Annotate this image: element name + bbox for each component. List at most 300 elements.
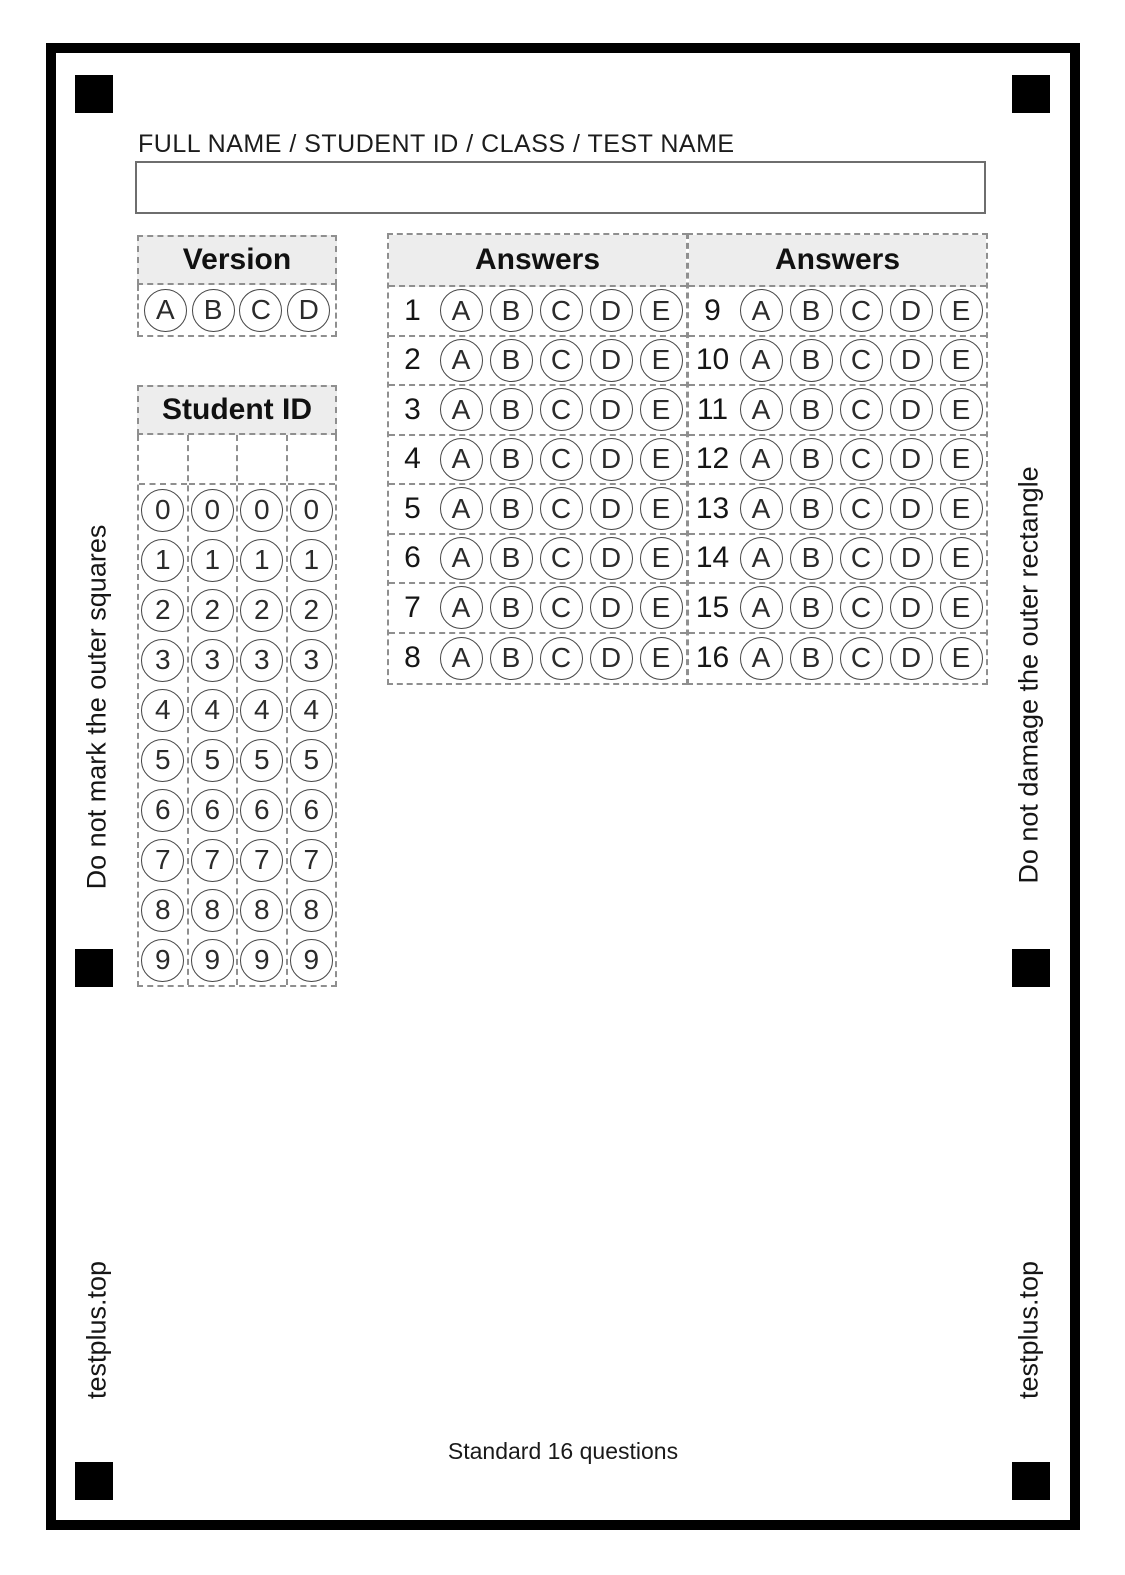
answer-row-6	[389, 535, 686, 585]
answer-bubble-2-C[interactable]: C	[540, 339, 583, 382]
answer-bubble-12-E[interactable]: E	[940, 438, 983, 481]
choice-cell	[536, 586, 586, 629]
full-name-input[interactable]	[135, 161, 986, 214]
student-id-bubble-col4-8[interactable]: 8	[290, 889, 333, 932]
choice-cell	[486, 339, 536, 382]
choice-cell	[636, 339, 686, 382]
answer-bubble-6-B[interactable]: B	[490, 537, 533, 580]
question-number-2: 2	[404, 343, 421, 377]
student-id-bubble-col4-2[interactable]: 2	[290, 589, 333, 632]
choice-cell	[486, 586, 536, 629]
answer-bubble-6-D[interactable]: D	[590, 537, 633, 580]
answer-bubble-9-E[interactable]: E	[940, 289, 983, 332]
answer-bubble-10-C[interactable]: C	[840, 339, 883, 382]
question-number-12: 12	[695, 442, 730, 476]
answer-bubble-16-E[interactable]: E	[940, 637, 983, 680]
student-id-bubble-col4-4[interactable]: 4	[290, 689, 333, 732]
student-id-bubble-col4-9[interactable]: 9	[290, 939, 333, 982]
question-number-8: 8	[404, 641, 421, 675]
answer-bubble-16-B[interactable]: B	[790, 637, 833, 680]
choice-cell	[536, 339, 586, 382]
answer-bubble-5-D[interactable]: D	[590, 487, 633, 530]
version-section-title: Version	[137, 235, 337, 285]
answers-title-left: Answers	[389, 235, 686, 287]
full-name-label: FULL NAME / STUDENT ID / CLASS / TEST NAME	[138, 130, 735, 158]
question-number-11: 11	[696, 392, 729, 426]
student-id-cell	[288, 735, 336, 785]
choice-cell	[786, 487, 836, 530]
answer-bubble-9-C[interactable]: C	[840, 289, 883, 332]
answer-bubble-11-A[interactable]: A	[740, 388, 783, 431]
student-id-cell	[189, 485, 237, 535]
student-id-bubble-col2-6[interactable]: 6	[191, 789, 234, 832]
student-id-column-2	[189, 435, 239, 985]
student-id-cell	[288, 785, 336, 835]
student-id-bubble-col3-3[interactable]: 3	[240, 639, 283, 682]
answer-bubble-13-E[interactable]: E	[940, 487, 983, 530]
choice-cell	[636, 289, 686, 332]
choice-cell	[836, 339, 886, 382]
answer-bubble-13-A[interactable]: A	[740, 487, 783, 530]
student-id-bubble-col2-0[interactable]: 0	[191, 489, 234, 532]
registration-square-bottom-left	[75, 1462, 113, 1500]
question-number-6: 6	[404, 541, 421, 575]
student-id-cell	[189, 585, 237, 635]
choice-cell	[736, 537, 786, 580]
student-id-write-box-3[interactable]	[238, 435, 286, 485]
student-id-bubble-col2-2[interactable]: 2	[191, 589, 234, 632]
choice-cell	[736, 637, 786, 680]
choice-cell	[736, 289, 786, 332]
answers-table-right	[687, 233, 988, 685]
answer-bubble-3-D[interactable]: D	[590, 388, 633, 431]
answer-bubble-1-A[interactable]: A	[440, 289, 483, 332]
answer-bubble-6-C[interactable]: C	[540, 537, 583, 580]
student-id-cell	[189, 935, 237, 985]
student-id-cell	[238, 535, 286, 585]
student-id-cell	[238, 935, 286, 985]
student-id-write-box-4[interactable]	[288, 435, 336, 485]
answer-bubble-15-D[interactable]: D	[890, 586, 933, 629]
choice-cell	[886, 438, 936, 481]
answer-bubble-10-B[interactable]: B	[790, 339, 833, 382]
choice-cell	[886, 487, 936, 530]
choice-cell	[936, 289, 986, 332]
answer-row-1	[389, 287, 686, 337]
student-id-cell	[139, 935, 187, 985]
answer-bubble-7-B[interactable]: B	[490, 586, 533, 629]
choice-cell	[836, 438, 886, 481]
student-id-bubble-col4-5[interactable]: 5	[290, 739, 333, 782]
choice-cell	[886, 637, 936, 680]
registration-square-top-left	[75, 75, 113, 113]
answer-bubble-8-B[interactable]: B	[490, 637, 533, 680]
question-number-16: 16	[695, 641, 730, 675]
answer-bubble-13-B[interactable]: B	[790, 487, 833, 530]
answer-bubble-4-B[interactable]: B	[490, 438, 533, 481]
choice-cell	[836, 388, 886, 431]
choice-cell	[536, 438, 586, 481]
answer-bubble-11-B[interactable]: B	[790, 388, 833, 431]
answer-bubble-7-C[interactable]: C	[540, 586, 583, 629]
choice-cell	[786, 637, 836, 680]
answer-bubble-4-D[interactable]: D	[590, 438, 633, 481]
student-id-bubble-col1-8[interactable]: 8	[141, 889, 184, 932]
question-number-3: 3	[404, 392, 421, 426]
answer-bubble-6-E[interactable]: E	[640, 537, 683, 580]
student-id-bubble-col4-6[interactable]: 6	[290, 789, 333, 832]
answer-row-12	[689, 436, 986, 486]
answer-bubble-3-E[interactable]: E	[640, 388, 683, 431]
student-id-cell	[189, 535, 237, 585]
answer-row-14	[689, 535, 986, 585]
student-id-write-box-1[interactable]	[139, 435, 187, 485]
student-id-cell	[189, 735, 237, 785]
choice-cell	[536, 388, 586, 431]
answer-bubble-4-C[interactable]: C	[540, 438, 583, 481]
choice-cell	[786, 438, 836, 481]
answer-row-13	[689, 485, 986, 535]
answer-bubble-16-D[interactable]: D	[890, 637, 933, 680]
answer-row-16	[689, 634, 986, 684]
student-id-bubble-col3-4[interactable]: 4	[240, 689, 283, 732]
choice-cell	[886, 537, 936, 580]
student-id-bubble-col3-6[interactable]: 6	[240, 789, 283, 832]
choice-cell	[836, 637, 886, 680]
answer-bubble-6-A[interactable]: A	[440, 537, 483, 580]
answer-row-8	[389, 634, 686, 684]
student-id-bubble-col2-3[interactable]: 3	[191, 639, 234, 682]
answer-bubble-7-A[interactable]: A	[440, 586, 483, 629]
answer-bubble-7-E[interactable]: E	[640, 586, 683, 629]
choice-cell	[436, 438, 486, 481]
answer-bubble-14-A[interactable]: A	[740, 537, 783, 580]
student-id-cell	[238, 885, 286, 935]
answer-bubble-2-D[interactable]: D	[590, 339, 633, 382]
choice-cell	[786, 289, 836, 332]
registration-square-top-right	[1012, 75, 1050, 113]
choice-cell	[736, 487, 786, 530]
answer-bubble-15-B[interactable]: B	[790, 586, 833, 629]
answer-bubble-1-E[interactable]: E	[640, 289, 683, 332]
answer-bubble-12-C[interactable]: C	[840, 438, 883, 481]
student-id-cell	[139, 785, 187, 835]
choice-cell	[486, 487, 536, 530]
question-number-4: 4	[404, 442, 421, 476]
choice-cell	[636, 537, 686, 580]
answer-bubble-15-E[interactable]: E	[940, 586, 983, 629]
student-id-cell	[288, 485, 336, 535]
student-id-cell	[288, 935, 336, 985]
choice-cell	[536, 637, 586, 680]
student-id-cell	[139, 885, 187, 935]
choice-cell	[936, 339, 986, 382]
choice-cell	[836, 537, 886, 580]
student-id-cell	[139, 735, 187, 785]
student-id-bubble-col3-5[interactable]: 5	[240, 739, 283, 782]
student-id-cell	[288, 685, 336, 735]
answers-rows-right	[689, 287, 986, 683]
question-number-13: 13	[695, 491, 730, 525]
choice-cell	[886, 388, 936, 431]
answer-bubble-7-D[interactable]: D	[590, 586, 633, 629]
answer-bubble-13-C[interactable]: C	[840, 487, 883, 530]
student-id-cell	[238, 785, 286, 835]
student-id-bubble-col4-7[interactable]: 7	[290, 839, 333, 882]
answer-bubble-3-C[interactable]: C	[540, 388, 583, 431]
answer-bubble-1-D[interactable]: D	[590, 289, 633, 332]
answer-bubble-8-E[interactable]: E	[640, 637, 683, 680]
answer-bubble-5-B[interactable]: B	[490, 487, 533, 530]
student-id-bubble-col1-5[interactable]: 5	[141, 739, 184, 782]
left-margin-note: Do not mark the outer squares	[81, 524, 112, 890]
student-id-bubble-col1-0[interactable]: 0	[141, 489, 184, 532]
choice-cell	[486, 438, 536, 481]
choice-cell	[936, 586, 986, 629]
choice-cell	[586, 289, 636, 332]
site-name-right: testplus.top	[1013, 1260, 1044, 1400]
choice-cell	[936, 487, 986, 530]
student-id-cell	[139, 685, 187, 735]
choice-cell	[636, 438, 686, 481]
choice-cell	[786, 537, 836, 580]
student-id-bubble-col4-3[interactable]: 3	[290, 639, 333, 682]
registration-square-middle-left	[75, 949, 113, 987]
answer-bubble-2-B[interactable]: B	[490, 339, 533, 382]
choice-cell	[786, 388, 836, 431]
answer-bubble-14-E[interactable]: E	[940, 537, 983, 580]
student-id-section-title: Student ID	[137, 385, 337, 435]
answers-title-right: Answers	[689, 235, 986, 287]
answer-row-15	[689, 584, 986, 634]
answer-bubble-5-A[interactable]: A	[440, 487, 483, 530]
student-id-bubble-col3-8[interactable]: 8	[240, 889, 283, 932]
student-id-cell	[238, 585, 286, 635]
student-id-cell	[238, 735, 286, 785]
student-id-cell	[288, 835, 336, 885]
student-id-bubble-col2-5[interactable]: 5	[191, 739, 234, 782]
choice-cell	[536, 487, 586, 530]
answer-bubble-16-C[interactable]: C	[840, 637, 883, 680]
student-id-bubble-col1-7[interactable]: 7	[141, 839, 184, 882]
student-id-cell	[288, 635, 336, 685]
answer-bubble-2-E[interactable]: E	[640, 339, 683, 382]
answer-bubble-1-C[interactable]: C	[540, 289, 583, 332]
choice-cell	[486, 388, 536, 431]
student-id-bubble-col3-2[interactable]: 2	[240, 589, 283, 632]
answer-row-7	[389, 584, 686, 634]
student-id-cell	[288, 885, 336, 935]
student-id-cell	[288, 535, 336, 585]
version-bubble-C[interactable]: C	[239, 289, 282, 332]
version-bubble-B[interactable]: B	[192, 289, 235, 332]
choice-cell	[786, 339, 836, 382]
right-margin-note: Do not damage the outer rectangle	[1013, 466, 1044, 884]
choice-cell	[486, 537, 536, 580]
student-id-bubble-col2-9[interactable]: 9	[191, 939, 234, 982]
choice-cell	[536, 289, 586, 332]
student-id-bubble-col3-7[interactable]: 7	[240, 839, 283, 882]
version-bubbles	[137, 285, 337, 337]
student-id-cell	[139, 535, 187, 585]
choice-cell	[536, 537, 586, 580]
choice-cell	[586, 339, 636, 382]
choice-cell	[836, 487, 886, 530]
choice-cell	[436, 637, 486, 680]
student-id-cell	[189, 885, 237, 935]
answers-table-left	[387, 233, 688, 685]
student-id-cell	[189, 685, 237, 735]
answer-bubble-14-D[interactable]: D	[890, 537, 933, 580]
answer-bubble-9-D[interactable]: D	[890, 289, 933, 332]
choice-cell	[636, 637, 686, 680]
choice-cell	[886, 586, 936, 629]
answer-bubble-12-A[interactable]: A	[740, 438, 783, 481]
student-id-grid	[137, 435, 337, 987]
choice-cell	[736, 339, 786, 382]
choice-cell	[586, 586, 636, 629]
choice-cell	[636, 388, 686, 431]
choice-cell	[736, 438, 786, 481]
answer-bubble-10-E[interactable]: E	[940, 339, 983, 382]
student-id-bubble-col4-0[interactable]: 0	[290, 489, 333, 532]
student-id-cell	[238, 685, 286, 735]
answer-bubble-3-B[interactable]: B	[490, 388, 533, 431]
answer-bubble-4-E[interactable]: E	[640, 438, 683, 481]
choice-cell	[586, 487, 636, 530]
question-number-1: 1	[404, 293, 421, 327]
choice-cell	[586, 388, 636, 431]
answer-row-10	[689, 337, 986, 387]
answer-bubble-15-C[interactable]: C	[840, 586, 883, 629]
question-number-7: 7	[404, 590, 421, 624]
answer-bubble-8-C[interactable]: C	[540, 637, 583, 680]
answer-bubble-12-D[interactable]: D	[890, 438, 933, 481]
choice-cell	[786, 586, 836, 629]
answer-bubble-9-A[interactable]: A	[740, 289, 783, 332]
choice-cell	[636, 586, 686, 629]
student-id-cell	[139, 585, 187, 635]
choice-cell	[936, 537, 986, 580]
student-id-bubble-col1-4[interactable]: 4	[141, 689, 184, 732]
choice-cell	[886, 339, 936, 382]
student-id-write-box-2[interactable]	[189, 435, 237, 485]
answer-bubble-2-A[interactable]: A	[440, 339, 483, 382]
choice-cell	[486, 289, 536, 332]
student-id-bubble-col1-2[interactable]: 2	[141, 589, 184, 632]
student-id-bubble-col1-1[interactable]: 1	[141, 539, 184, 582]
student-id-cell	[238, 635, 286, 685]
student-id-cell	[139, 485, 187, 535]
student-id-cell	[189, 785, 237, 835]
choice-cell	[736, 586, 786, 629]
answer-bubble-11-C[interactable]: C	[840, 388, 883, 431]
version-bubble-D[interactable]: D	[287, 289, 330, 332]
answer-row-9	[689, 287, 986, 337]
answer-bubble-1-B[interactable]: B	[490, 289, 533, 332]
student-id-bubble-col2-1[interactable]: 1	[191, 539, 234, 582]
footer-note: Standard 16 questions	[447, 1438, 679, 1464]
question-number-15: 15	[695, 590, 730, 624]
answer-bubble-3-A[interactable]: A	[440, 388, 483, 431]
student-id-bubble-col2-4[interactable]: 4	[191, 689, 234, 732]
student-id-bubble-col1-6[interactable]: 6	[141, 789, 184, 832]
student-id-cell	[238, 835, 286, 885]
student-id-bubble-col1-9[interactable]: 9	[141, 939, 184, 982]
choice-cell	[886, 289, 936, 332]
answer-bubble-13-D[interactable]: D	[890, 487, 933, 530]
choice-cell	[486, 637, 536, 680]
student-id-cell	[189, 835, 237, 885]
choice-cell	[736, 388, 786, 431]
answer-bubble-4-A[interactable]: A	[440, 438, 483, 481]
student-id-bubble-col1-3[interactable]: 3	[141, 639, 184, 682]
answer-bubble-16-A[interactable]: A	[740, 637, 783, 680]
answer-bubble-5-E[interactable]: E	[640, 487, 683, 530]
answer-row-5	[389, 485, 686, 535]
answer-bubble-11-E[interactable]: E	[940, 388, 983, 431]
answer-row-11	[689, 386, 986, 436]
student-id-bubble-col2-7[interactable]: 7	[191, 839, 234, 882]
choice-cell	[586, 637, 636, 680]
answer-bubble-8-D[interactable]: D	[590, 637, 633, 680]
student-id-column-3	[238, 435, 288, 985]
question-number-10: 10	[695, 343, 730, 377]
choice-cell	[936, 438, 986, 481]
choice-cell	[436, 586, 486, 629]
answer-bubble-14-B[interactable]: B	[790, 537, 833, 580]
site-name-left: testplus.top	[81, 1260, 112, 1400]
student-id-cell	[189, 635, 237, 685]
student-id-column-4	[288, 435, 336, 985]
answer-row-3	[389, 386, 686, 436]
student-id-bubble-col3-9[interactable]: 9	[240, 939, 283, 982]
version-bubble-A[interactable]: A	[144, 289, 187, 332]
student-id-bubble-col4-1[interactable]: 1	[290, 539, 333, 582]
answer-bubble-10-D[interactable]: D	[890, 339, 933, 382]
answer-bubble-12-B[interactable]: B	[790, 438, 833, 481]
choice-cell	[586, 438, 636, 481]
registration-square-middle-right	[1012, 949, 1050, 987]
question-number-5: 5	[404, 491, 421, 525]
answer-bubble-5-C[interactable]: C	[540, 487, 583, 530]
student-id-bubble-col2-8[interactable]: 8	[191, 889, 234, 932]
answer-row-4	[389, 436, 686, 486]
answer-bubble-15-A[interactable]: A	[740, 586, 783, 629]
choice-cell	[436, 537, 486, 580]
student-id-cell	[288, 585, 336, 635]
question-number-14: 14	[695, 541, 730, 575]
answer-bubble-14-C[interactable]: C	[840, 537, 883, 580]
choice-cell	[436, 339, 486, 382]
choice-cell	[836, 586, 886, 629]
choice-cell	[436, 487, 486, 530]
choice-cell	[636, 487, 686, 530]
answer-bubble-9-B[interactable]: B	[790, 289, 833, 332]
choice-cell	[436, 289, 486, 332]
answer-bubble-11-D[interactable]: D	[890, 388, 933, 431]
answer-bubble-10-A[interactable]: A	[740, 339, 783, 382]
registration-square-bottom-right	[1012, 1462, 1050, 1500]
student-id-bubble-col3-1[interactable]: 1	[240, 539, 283, 582]
answer-row-2	[389, 337, 686, 387]
choice-cell	[936, 637, 986, 680]
student-id-cell	[238, 485, 286, 535]
answer-bubble-8-A[interactable]: A	[440, 637, 483, 680]
choice-cell	[836, 289, 886, 332]
student-id-cell	[139, 835, 187, 885]
student-id-bubble-col3-0[interactable]: 0	[240, 489, 283, 532]
